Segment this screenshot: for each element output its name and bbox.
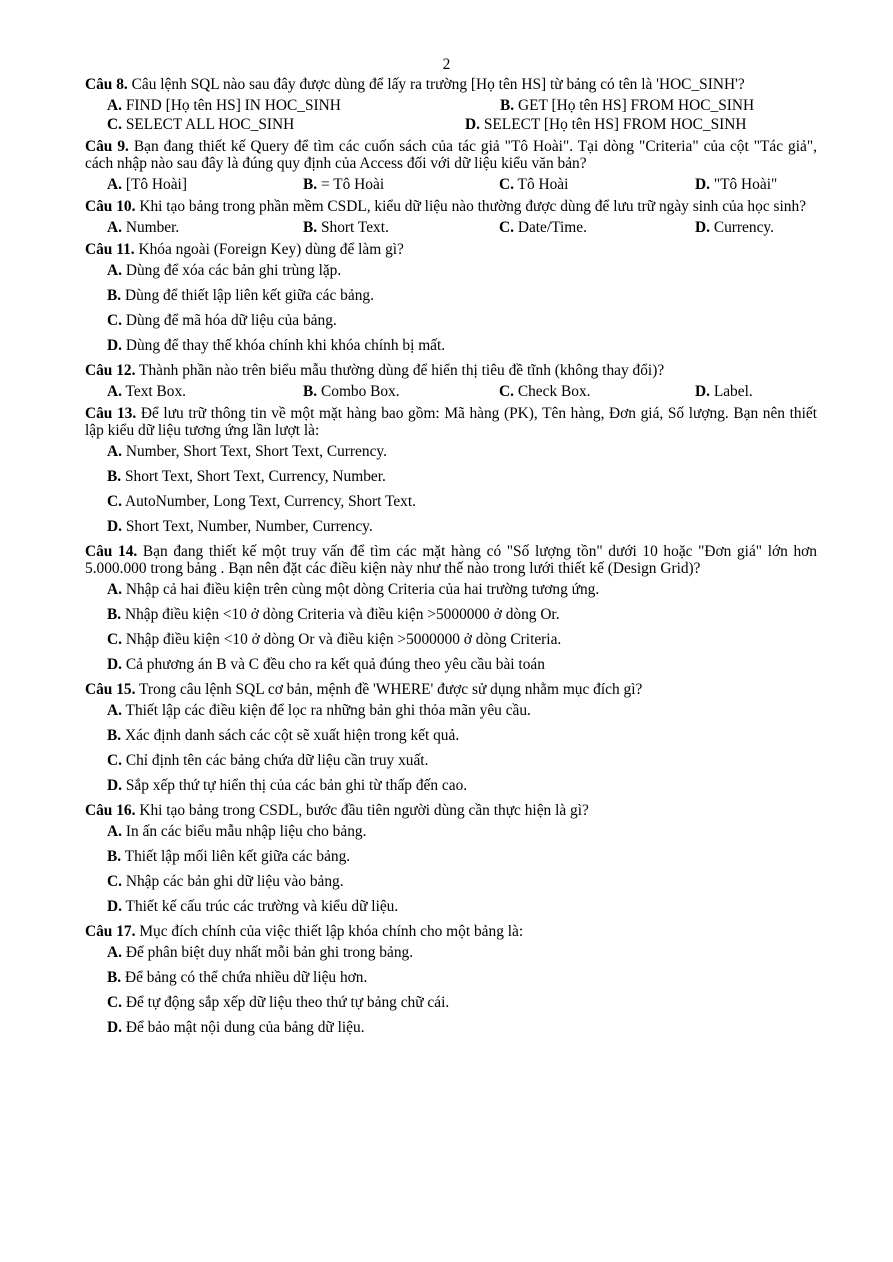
question-17	[85, 923, 817, 1036]
option-b: B. Dùng để thiết lập liên kết giữa các bảng.	[107, 287, 374, 304]
question-10	[85, 198, 817, 236]
question-text: Bạn đang thiết kế một truy vấn để tìm các mặt hàng có "Số lượng tồn" dưới 10 hoặc "Đơn giá" lớn hơn 5.000.000 trong bảng . Bạn nên đặt các điều kiện này như thế nào trong lưới thiết kế (Design Grid)?	[85, 543, 817, 577]
option-c: C. SELECT ALL HOC_SINH	[107, 116, 295, 133]
question-number: Câu 15.	[85, 681, 136, 698]
question-12	[85, 362, 817, 400]
option-d: D. Currency.	[695, 219, 774, 236]
question-text: Khi tạo bảng trong CSDL, bước đầu tiên người dùng cần thực hiện là gì?	[139, 802, 589, 819]
question-text: Khóa ngoài (Foreign Key) dùng để làm gì?	[138, 241, 404, 258]
option-c: C. Để tự động sắp xếp dữ liệu theo thứ tự bảng chữ cái.	[107, 994, 450, 1011]
option-c: C. Chỉ định tên các bảng chứa dữ liệu cần truy xuất.	[107, 752, 429, 769]
question-list	[85, 76, 817, 1044]
question-number: Câu 13.	[85, 405, 137, 422]
question-text: Để lưu trữ thông tin về một mặt hàng bao gồm: Mã hàng (PK), Tên hàng, Đơn giá, Số lượng. Bạn nên thiết lập kiểu dữ liệu tương ứng lần lượt là:	[85, 405, 817, 439]
question-9	[85, 138, 817, 193]
option-b: B. Short Text, Short Text, Currency, Number.	[107, 468, 386, 485]
option-a: A. Để phân biệt duy nhất mỗi bản ghi trong bảng.	[107, 944, 414, 961]
question-number: Câu 16.	[85, 802, 136, 819]
question-15	[85, 681, 817, 794]
option-a: A. [Tô Hoài]	[107, 176, 187, 193]
question-number: Câu 17.	[85, 923, 136, 940]
option-a: A. Thiết lập các điều kiện để lọc ra những bản ghi thỏa mãn yêu cầu.	[107, 702, 531, 719]
page-number: 2	[442, 56, 451, 73]
question-number: Câu 11.	[85, 241, 135, 258]
option-c: C. Check Box.	[499, 383, 591, 400]
option-d: D. Để bảo mật nội dung của bảng dữ liệu.	[107, 1019, 365, 1036]
question-8	[85, 76, 817, 133]
option-d: D. SELECT [Họ tên HS] FROM HOC_SINH	[465, 116, 747, 133]
option-b: B. Short Text.	[303, 219, 389, 236]
question-text: Mục đích chính của việc thiết lập khóa chính cho một bảng là:	[139, 923, 524, 940]
option-c: C. Tô Hoài	[499, 176, 569, 193]
option-d: D. Sắp xếp thứ tự hiển thị của các bản ghi từ thấp đến cao.	[107, 777, 468, 794]
question-number: Câu 8.	[85, 76, 128, 93]
option-a: A. FIND [Họ tên HS] IN HOC_SINH	[107, 97, 341, 114]
option-a: A. Number.	[107, 219, 180, 236]
question-16	[85, 802, 817, 915]
option-d: D. Cả phương án B và C đều cho ra kết quả đúng theo yêu cầu bài toán	[107, 656, 545, 673]
question-number: Câu 9.	[85, 138, 129, 155]
option-d: D. Thiết kế cấu trúc các trường và kiểu dữ liệu.	[107, 898, 399, 915]
question-text: Thành phần nào trên biểu mẫu thường dùng để hiển thị tiêu đề tĩnh (không thay đổi)?	[139, 362, 665, 379]
option-d: D. Dùng để thay thế khóa chính khi khóa chính bị mất.	[107, 337, 446, 354]
option-c: C. Dùng để mã hóa dữ liệu của bảng.	[107, 312, 337, 329]
question-number: Câu 10.	[85, 198, 136, 215]
option-b: B. = Tô Hoài	[303, 176, 385, 193]
option-b: B. Combo Box.	[303, 383, 400, 400]
question-text: Bạn đang thiết kế Query để tìm các cuốn sách của tác giả "Tô Hoài". Tại dòng "Criteria" của cột "Tác giả", cách nhập nào sau đây là đúng quy định của Access đối với dữ liệu kiểu văn bản?	[85, 138, 817, 172]
option-c: C. Nhập điều kiện <10 ở dòng Or và điều kiện >5000000 ở dòng Criteria.	[107, 631, 562, 648]
option-a: A. Dùng để xóa các bản ghi trùng lặp.	[107, 262, 342, 279]
question-number: Câu 12.	[85, 362, 136, 379]
option-a: A. Nhập cả hai điều kiện trên cùng một dòng Criteria của hai trường tương ứng.	[107, 581, 600, 598]
option-d: D. Label.	[695, 383, 753, 400]
option-b: B. GET [Họ tên HS] FROM HOC_SINH	[500, 97, 755, 114]
question-14	[85, 543, 817, 673]
option-d: D. Short Text, Number, Number, Currency.	[107, 518, 373, 535]
option-b: B. Để bảng có thể chứa nhiều dữ liệu hơn.	[107, 969, 368, 986]
question-number: Câu 14.	[85, 543, 138, 560]
option-b: B. Nhập điều kiện <10 ở dòng Criteria và điều kiện >5000000 ở dòng Or.	[107, 606, 560, 623]
question-text: Câu lệnh SQL nào sau đây được dùng để lấy ra trường [Họ tên HS] từ bảng có tên là 'HOC_SINH'?	[131, 76, 745, 93]
question-11	[85, 241, 817, 354]
question-text: Khi tạo bảng trong phần mềm CSDL, kiểu dữ liệu nào thường được dùng để lưu trữ ngày sinh của học sinh?	[139, 198, 806, 215]
option-a: A. Number, Short Text, Short Text, Currency.	[107, 443, 387, 460]
option-a: A. In ấn các biểu mẫu nhập liệu cho bảng.	[107, 823, 367, 840]
option-c: C. Date/Time.	[499, 219, 587, 236]
question-text: Trong câu lệnh SQL cơ bản, mệnh đề 'WHERE' được sử dụng nhằm mục đích gì?	[139, 681, 643, 698]
question-13	[85, 405, 817, 535]
option-c: C. Nhập các bản ghi dữ liệu vào bảng.	[107, 873, 344, 890]
option-b: B. Xác định danh sách các cột sẽ xuất hiện trong kết quả.	[107, 727, 460, 744]
option-b: B. Thiết lập mối liên kết giữa các bảng.	[107, 848, 351, 865]
option-d: D. "Tô Hoài"	[695, 176, 778, 193]
option-c: C. AutoNumber, Long Text, Currency, Short Text.	[107, 493, 416, 510]
option-a: A. Text Box.	[107, 383, 187, 400]
